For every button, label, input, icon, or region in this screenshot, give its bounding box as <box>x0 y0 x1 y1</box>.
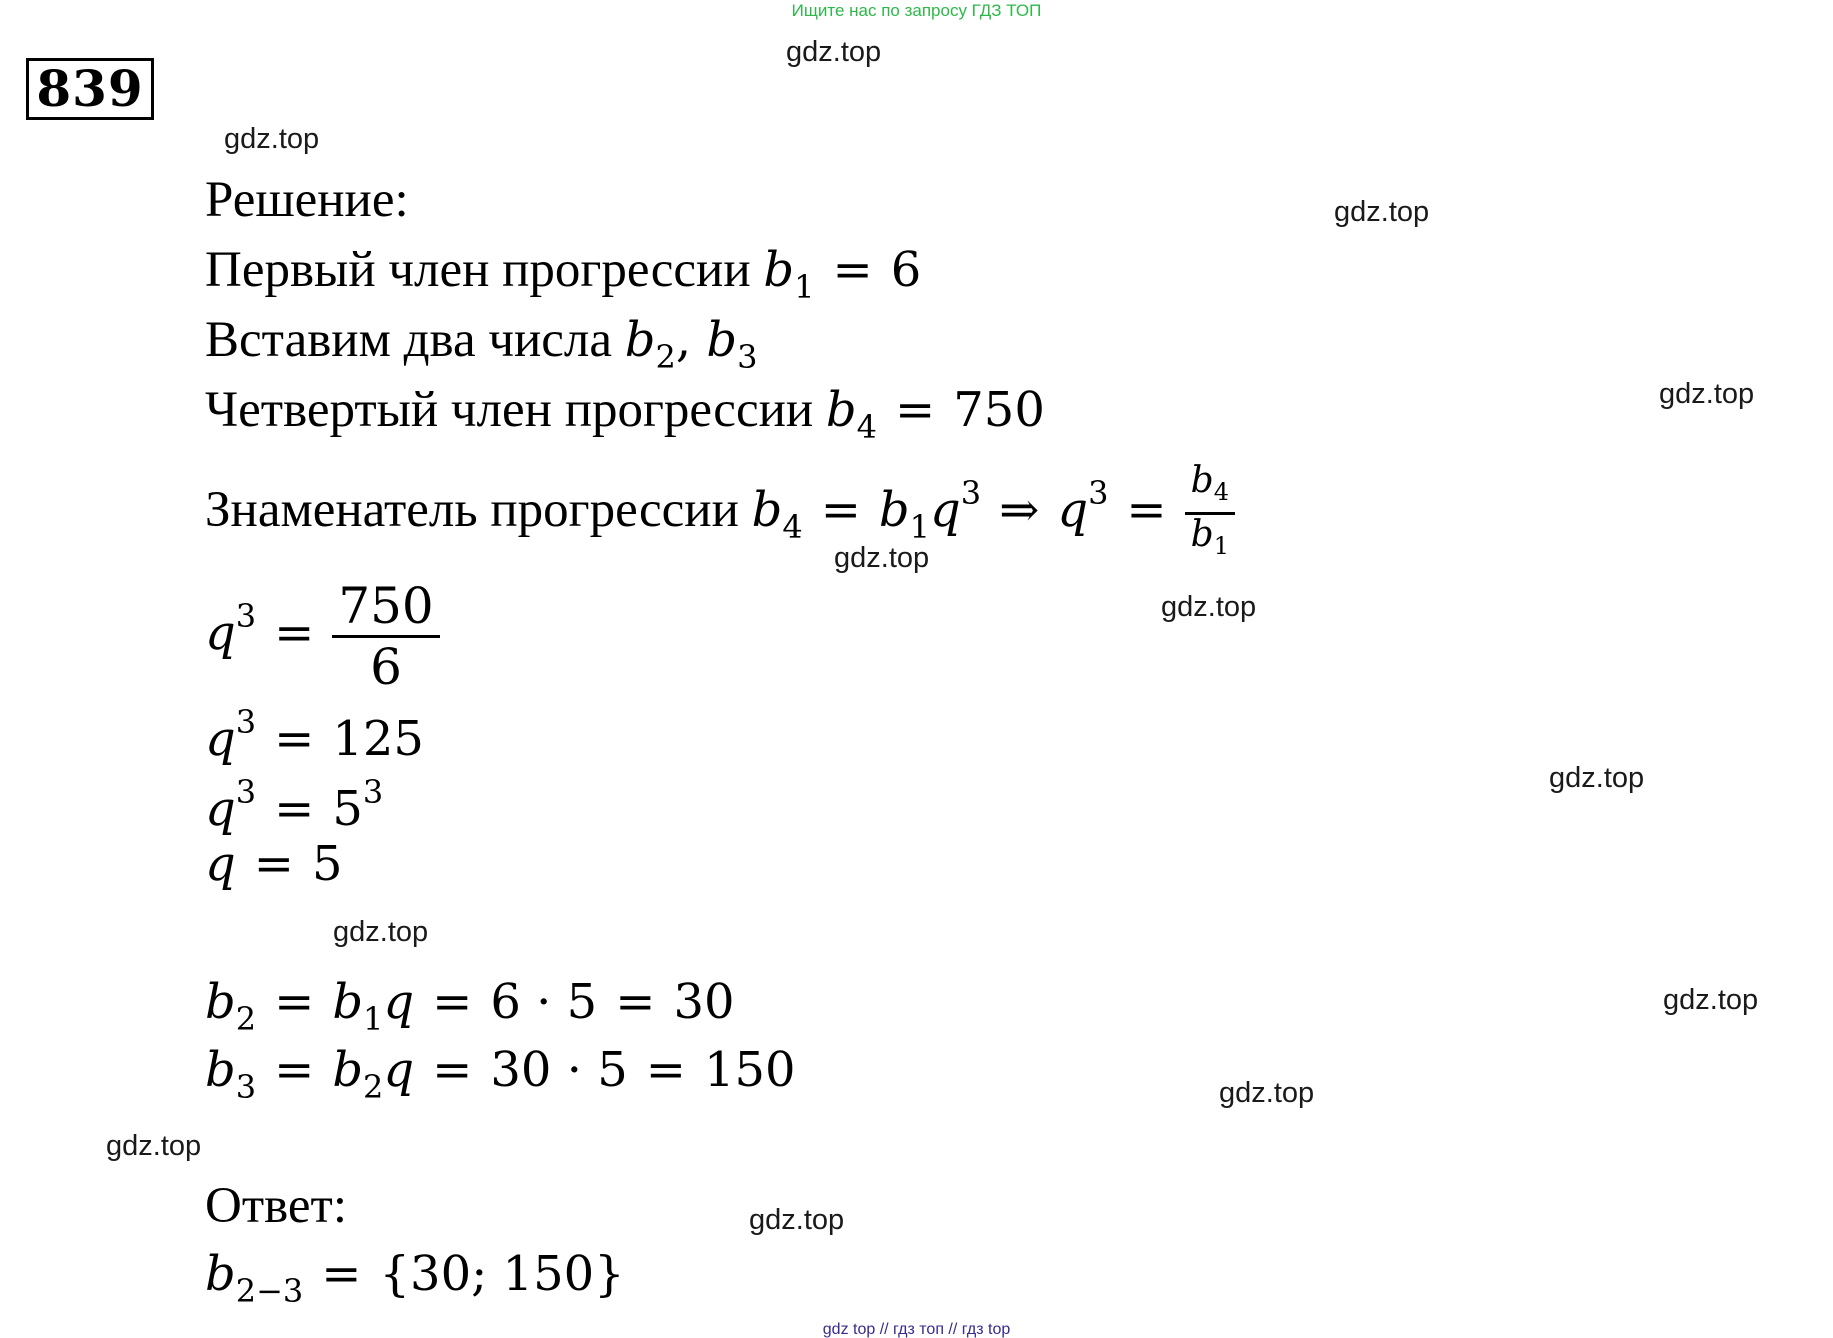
watermark: gdz.top <box>1334 196 1430 228</box>
watermark: gdz.top <box>333 916 429 948</box>
q3-power-line: $q^3 = 5^3$ <box>205 773 384 837</box>
750-over-6-fraction: $\frac{750}{6}$ <box>332 577 439 696</box>
b4-over-b1-fraction: $\frac{b_4}{b_1}$ <box>1185 461 1235 566</box>
answer-line: $b_{2-3} = \{30$; 150} <box>205 1246 625 1310</box>
solution-heading: Решение: <box>205 172 409 228</box>
footer-links[interactable]: gdz top // гдз топ // гдз top <box>822 1321 1011 1338</box>
watermark: gdz.top <box>1549 762 1645 794</box>
line3-text: Четвертый член прогрессии <box>205 382 814 438</box>
watermark: gdz.top <box>786 36 882 68</box>
b3-calc-line: $b_3 = b_2q = 30 \cdot 5 = 150$ <box>205 1042 796 1106</box>
line2-text: Вставим два числа <box>205 312 613 368</box>
q3-value-line: $q^3 = 125$ <box>205 703 424 767</box>
line-first-term <box>205 240 921 317</box>
watermark: gdz.top <box>834 542 930 574</box>
line-fourth-term <box>205 380 1045 457</box>
b2-b3-expression: $b_2$, $b_3$ <box>624 312 758 376</box>
task-number: 839 <box>26 58 154 120</box>
q-value-line: q = 5 <box>205 836 343 892</box>
line4-text: Знаменатель прогрессии <box>205 482 739 538</box>
watermark: gdz.top <box>224 123 320 155</box>
watermark: gdz.top <box>1219 1077 1315 1109</box>
b1-expression: $b_1 = 6$ <box>763 242 922 306</box>
watermark: gdz.top <box>1161 591 1257 623</box>
ratio-formula: $b_4 = b_1q^3$ ⇒ $q^3$ = $\frac{b_4}{b_1}$ <box>752 482 1235 538</box>
search-banner[interactable]: Ищите нас по запросу ГДЗ ТОП <box>791 1 1042 20</box>
answer-heading: Ответ: <box>205 1178 347 1234</box>
line-insert-numbers <box>205 310 757 387</box>
b2-calc-line: $b_2 = b_1q = 6 \cdot 5 = 30$ <box>205 974 735 1038</box>
b4-expression: $b_4 = 750$ <box>825 382 1045 446</box>
watermark: gdz.top <box>1659 378 1755 410</box>
watermark: gdz.top <box>106 1130 202 1162</box>
line1-text: Первый член прогрессии <box>205 242 751 298</box>
line-common-ratio <box>205 448 1235 572</box>
watermark: gdz.top <box>749 1204 845 1236</box>
q3-fraction-line: $q^3$ = $\frac{750}{6}$ <box>205 556 440 696</box>
watermark: gdz.top <box>1663 984 1759 1016</box>
